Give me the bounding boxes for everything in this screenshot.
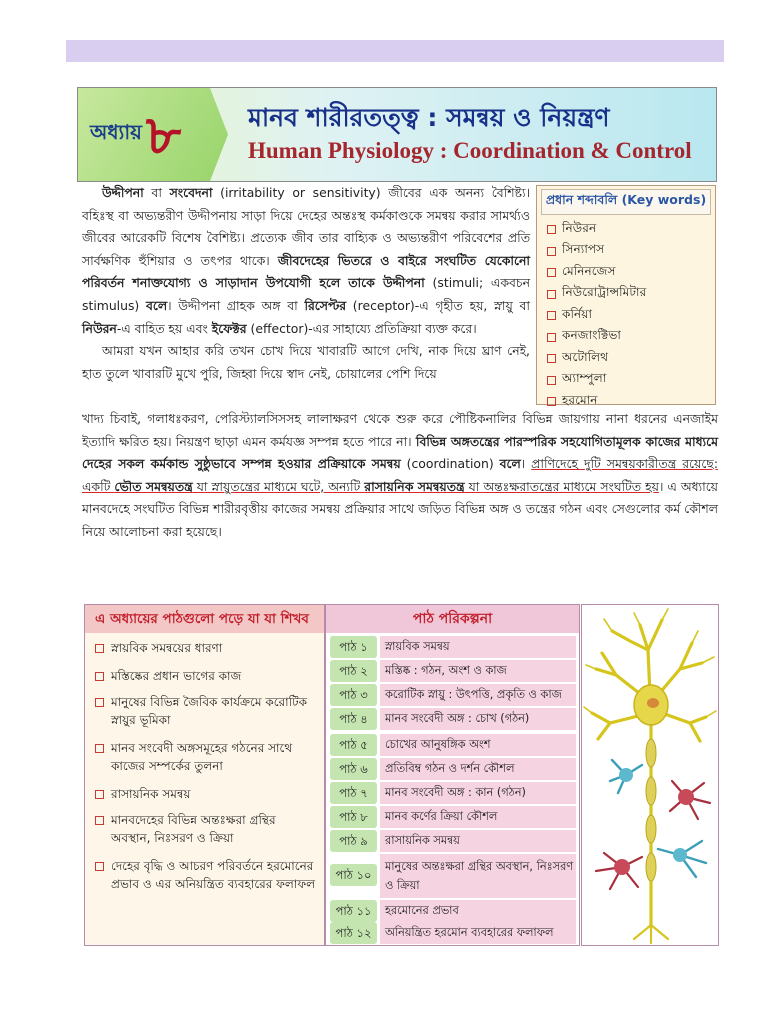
- lesson-title: মানুষের অন্তঃক্ষরা গ্রন্থির অবস্থান, নিঃসরণ ও ক্রিয়া: [380, 854, 576, 898]
- lesson-number: পাঠ ১: [330, 636, 377, 658]
- lesson-number: পাঠ ৫: [330, 734, 377, 756]
- lesson-number: পাঠ ৬: [330, 758, 377, 780]
- checkbox-icon: [547, 376, 556, 385]
- keyword-item: কনজাংক্টিভা: [547, 327, 715, 349]
- stimulus-definition: জীবদেহের ভিতরে ও বাইরে সংঘটিত যেকোনো পরিবর্তন শনাক্তযোগ্য ও সাড়াদান উপযোগী হলে তাকে উদ্দীপনা: [82, 252, 530, 291]
- lesson-row: [326, 734, 579, 756]
- lesson-title: স্নায়বিক সমন্বয়: [380, 636, 576, 658]
- term-neuron: নিউরন: [82, 320, 117, 336]
- checkbox-icon: [95, 644, 104, 653]
- checkbox-icon: [547, 225, 556, 234]
- objective-item: মানবদেহের বিভিন্ন অন্তঃক্ষরা গ্রন্থির অবস্থান, নিঃসরণ ও ক্রিয়া: [95, 811, 316, 847]
- coordination-paragraph: খাদ্য চিবাই, গলাধঃকরণ, পেরিস্ট্যালসিসসহ লালাক্ষরণ থেকে শুরু করে পৌষ্টিকনালির বিভিন্ন জায়গায় নানা ধরনের এনজাইম ইত্যাদি ক্ষরিত হয়। নিয়ন্ত্রণ ছাড়া এমন কর্মযজ্ঞ সম্পন্ন হতে পারে না। বিভিন্ন অঙ্গতন্ত্রের পারস্পরিক সহযোগিতামূলক কাজের মাধ্যমে দেহের সকল কর্মকান্ড সুষ্ঠুভাবে সম্পন্ন হওয়ার প্রক্রিয়াকে সমন্বয় (coordination) বলে। প্রাণিদেহে দুটি সমন্বয়কারীতন্ত্র রয়েছে: একটি ভৌত সমন্বয়তন্ত্র যা স্নায়ুতন্ত্রের মাধ্যমে ঘটে, অন্যটি রাসায়নিক সমন্বয়তন্ত্র যা অন্তঃক্ষরাতন্ত্রের মাধ্যমে সংঘটিত হয়। এ অধ্যায়ে মানবদেহে সংঘটিত বিভিন্ন শারীরবৃত্তীয় কাজের সমন্বয় প্রক্রিয়ার সাথে জড়িত বিভিন্ন অঙ্গ ও তন্ত্রের গঠন এবং সেগুলোর কর্ম কৌশল নিয়ে আলোচনা করা হয়েছে।: [82, 411, 718, 539]
- lesson-number: পাঠ ২: [330, 660, 377, 682]
- keyword-item: মেনিনজেস: [547, 262, 715, 284]
- checkbox-icon: [547, 354, 556, 363]
- coordination-definition: বিভিন্ন অঙ্গতন্ত্রের পারস্পরিক সহযোগিতামূলক কাজের মাধ্যমে দেহের সকল কর্মকান্ড সুষ্ঠুভাবে সম্পন্ন হওয়ার প্রক্রিয়াকে সমন্বয়: [82, 433, 718, 472]
- lesson-number: পাঠ ৪: [330, 708, 377, 730]
- keyword-item: হরমোন: [547, 391, 715, 413]
- term-receptor: রিসেপ্টর: [304, 297, 347, 313]
- lesson-title: চোখের আনুষঙ্গিক অংশ: [380, 734, 576, 756]
- lesson-title: মানব সংবেদী অঙ্গ : কান (গঠন): [380, 782, 576, 804]
- lesson-plan: [325, 604, 580, 946]
- objective-item: মানব সংবেদী অঙ্গসমূহের গঠনের সাথে কাজের সম্পর্কের তুলনা: [95, 739, 316, 775]
- keywords-list: [537, 219, 715, 413]
- keyword-item: নিউরোট্রান্সমিটার: [547, 284, 715, 306]
- lesson-title: রাসায়নিক সমন্বয়: [380, 830, 576, 852]
- objective-item: রাসায়নিক সমন্বয়: [95, 785, 316, 803]
- lesson-row: [326, 854, 579, 892]
- keyword-item: সিন্যাপস: [547, 241, 715, 263]
- lesson-title: প্রতিবিম্ব গঠন ও দর্শন কৌশল: [380, 758, 576, 780]
- neuron-icon: [582, 605, 718, 945]
- keyword-item: অ্যাম্পুলা: [547, 370, 715, 392]
- term-stimulus: উদ্দীপনা: [102, 185, 144, 200]
- lesson-number: পাঠ ১১: [330, 900, 377, 922]
- lesson-row: [326, 830, 579, 852]
- objective-item: দেহের বৃদ্ধি ও আচরণ পরিবর্তনে হরমোনের প্রভাব ও এর অনিয়ন্ত্রিত ব্যবহারের ফলাফল: [95, 857, 316, 893]
- term-physical-coordination: ভৌত সমন্বয়তন্ত্র: [114, 478, 193, 494]
- term-effector: ইফেক্টর: [211, 320, 247, 336]
- checkbox-icon: [547, 397, 556, 406]
- underlined-systems-sentence: প্রাণিদেহে দুটি সমন্বয়কারীতন্ত্র রয়েছে: একটি ভৌত সমন্বয়তন্ত্র যা স্নায়ুতন্ত্রের মাধ্যমে ঘটে, অন্যটি রাসায়নিক সমন্বয়তন্ত্র যা অন্তঃক্ষরাতন্ত্রের মাধ্যমে সংঘটিত হয়: [82, 456, 718, 494]
- lesson-title: অনিয়ন্ত্রিত হরমোন ব্যবহারের ফলাফল: [380, 922, 576, 944]
- lesson-title: মস্তিষ্ক : গঠন, অংশ ও কাজ: [380, 660, 576, 682]
- checkbox-icon: [547, 333, 556, 342]
- lesson-number: পাঠ ১২: [330, 922, 377, 944]
- lesson-row: [326, 660, 579, 682]
- keyword-item: নিউরন: [547, 219, 715, 241]
- lesson-row: [326, 708, 579, 730]
- lesson-plan-title: পাঠ পরিকল্পনা: [326, 605, 579, 633]
- neuron-illustration: [581, 604, 719, 946]
- checkbox-icon: [547, 290, 556, 299]
- lesson-row: [326, 636, 579, 658]
- chapter-title-bengali: মানব শারীরতত্ত্ব : সমন্বয় ও নিয়ন্ত্রণ: [248, 103, 610, 132]
- coordination-text: [82, 408, 718, 544]
- lesson-number: পাঠ ৯: [330, 830, 377, 852]
- objective-item: মানুষের বিভিন্ন জৈবিক কার্যক্রমে করোটিক স্নায়ুর ভূমিকা: [95, 693, 316, 729]
- lesson-number: পাঠ ১০: [330, 864, 377, 886]
- lesson-number: পাঠ ৮: [330, 806, 377, 828]
- lesson-number: পাঠ ৭: [330, 782, 377, 804]
- checkbox-icon: [95, 744, 104, 753]
- top-band: [66, 40, 724, 62]
- intro-paragraph-2: আমরা যখন আহার করি তখন চোখ দিয়ে খাবারটি আগে দেখি, নাক দিয়ে ঘ্রাণ নেই, হাত তুলে খাবারটি মুখে পুরি, জিহ্বা দিয়ে স্বাদ নেই, চোয়ালের পেশি দিয়ে: [82, 343, 530, 381]
- lesson-title: করোটিক স্নায়ু : উৎপত্তি, প্রকৃতি ও কাজ: [380, 684, 576, 706]
- lesson-row: [326, 684, 579, 706]
- lesson-title: হরমোনের প্রভাব: [380, 900, 576, 922]
- checkbox-icon: [95, 790, 104, 799]
- checkbox-icon: [95, 862, 104, 871]
- lesson-title: মানব সংবেদী অঙ্গ : চোখ (গঠন): [380, 708, 576, 730]
- keyword-item: কর্নিয়া: [547, 305, 715, 327]
- checkbox-icon: [547, 268, 556, 277]
- intro-text: [82, 182, 530, 385]
- lesson-title: মানব কর্ণের ক্রিয়া কৌশল: [380, 806, 576, 828]
- objective-item: স্নায়বিক সমন্বয়ের ধারণা: [95, 639, 316, 657]
- lesson-row: [326, 900, 579, 922]
- lesson-row: [326, 758, 579, 780]
- checkbox-icon: [95, 698, 104, 707]
- chapter-header: [77, 87, 717, 182]
- term-sensitivity: সংবেদনা: [169, 185, 213, 200]
- checkbox-icon: [95, 816, 104, 825]
- learning-objectives: [84, 604, 325, 946]
- checkbox-icon: [547, 311, 556, 320]
- checkbox-icon: [95, 672, 104, 681]
- lesson-row: [326, 922, 579, 944]
- chapter-title-english: Human Physiology : Coordination & Control: [248, 138, 692, 163]
- chapter-word: অধ্যায়: [90, 120, 142, 144]
- intro-paragraph-1: উদ্দীপনা বা সংবেদনা (irritability or sensitivity) জীবের এক অনন্য বৈশিষ্ট্য। বহিঃস্থ বা অভ্যন্তরীণ উদ্দীপনায় সাড়া দিয়ে দেহের অন্তঃস্থ কর্মকাণ্ডকে সমন্বয় করার সামর্থ্যও জীবের আরেকটি বিশেষ বৈশিষ্ট্য। প্রত্যেক জীব তার বাহ্যিক ও অভ্যন্তরীণ পরিবেশের প্রতি সার্বক্ষণিক হুঁশিয়ার ও তৎপর থাকে। জীবদেহের ভিতরে ও বাইরে সংঘটিত যেকোনো পরিবর্তন শনাক্তযোগ্য ও সাড়াদান উপযোগী হলে তাকে উদ্দীপনা (stimuli; একবচন stimulus) বলে। উদ্দীপনা গ্রাহক অঙ্গ বা রিসেপ্টর (receptor)-এ গৃহীত হয়, স্নায়ু বা নিউরন-এ বাহিত হয় এবং ইফেক্টর (effector)-এর সাহায্যে প্রতিক্রিয়া ব্যক্ত করে।: [82, 185, 531, 336]
- checkbox-icon: [547, 247, 556, 256]
- keyword-item: অটোলিথ: [547, 348, 715, 370]
- lesson-row: [326, 806, 579, 828]
- chapter-number: ৮: [146, 103, 182, 167]
- lesson-row: [326, 782, 579, 804]
- keywords-box: [536, 185, 716, 405]
- term-chemical-coordination: রাসায়নিক সমন্বয়তন্ত্র: [364, 478, 465, 494]
- learning-objectives-title: এ অধ্যায়ের পাঠগুলো পড়ে যা যা শিখব: [85, 605, 324, 633]
- objective-item: মস্তিষ্কের প্রধান ভাগের কাজ: [95, 667, 316, 685]
- lesson-number: পাঠ ৩: [330, 684, 377, 706]
- keywords-title: প্রধান শব্দাবলি (Key words): [541, 189, 711, 215]
